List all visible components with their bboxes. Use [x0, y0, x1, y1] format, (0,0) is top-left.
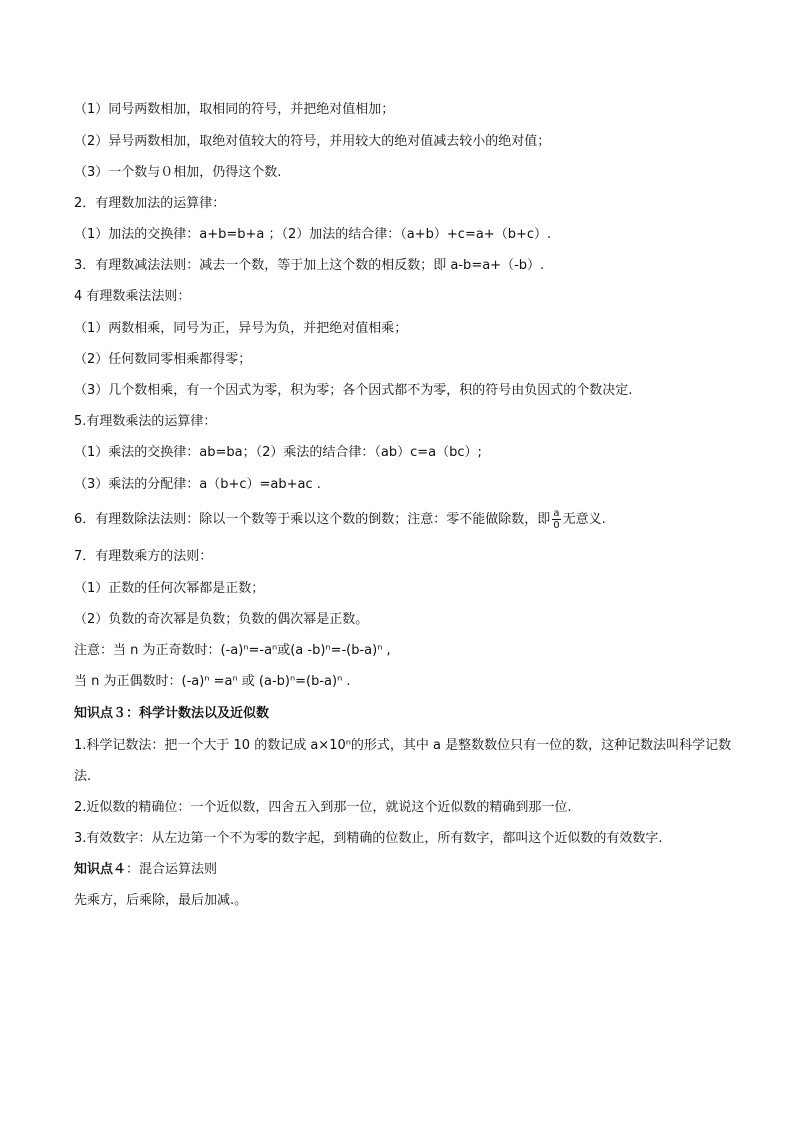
text-line: 2．有理数加法的运算律： [74, 196, 226, 211]
text-line: 3．有理数减法法则：减去一个数，等于加上这个数的相反数；即 a-b=a+（-b）. [74, 258, 545, 273]
text-line: （3）一个数与０相加，仍得这个数. [74, 165, 282, 180]
division-rule-suffix: 无意义. [562, 512, 606, 527]
section-4-heading [74, 861, 734, 879]
text-line: （3）几个数相乘，有一个因式为零，积为零；各个因式都不为零，积的符号由负因式的个数决定. [74, 383, 633, 398]
scientific-notation-paragraph: 1.科学记数法：把一个大于 10 的数记成 a×10ⁿ的形式，其中 a 是整数数位只有一位的数，这种记数法叫科学记数法. [74, 738, 732, 784]
fraction-numerator: a [553, 508, 560, 519]
division-rule-line [74, 508, 734, 531]
section-4-heading-rest: ：混合运算法则 [126, 862, 218, 877]
text-line: （3）乘法的分配律：a（b+c）=ab+ac . [74, 477, 321, 492]
text-line: 5.有理数乘法的运算律： [74, 414, 217, 429]
fraction-a-over-0 [552, 508, 560, 531]
section-4-heading-bold: 知识点４ [74, 862, 127, 877]
section-3-heading: 知识点３：科学计数法以及近似数 [74, 706, 270, 721]
text-line: （1）两数相乘，同号为正，异号为负，并把绝对值相乘； [74, 321, 408, 336]
text-line: （2）异号两数相加，取绝对值较大的符号，并用较大的绝对值减去较小的绝对值； [74, 134, 551, 149]
text-line: （1）正数的任何次幂都是正数； [74, 581, 265, 596]
text-line: （2）任何数同零相乘都得零； [74, 352, 252, 367]
text-line: 3.有效数字：从左边第一个不为零的数字起，到精确的位数止，所有数字，都叫这个近似数的有效数字. [74, 831, 663, 846]
fraction-denominator: 0 [553, 520, 560, 531]
text-line: 当 n 为正偶数时：(-a)ⁿ =aⁿ 或 (a-b)ⁿ=(b-a)ⁿ . [74, 674, 351, 689]
text-line: （2）负数的奇次幂是负数；负数的偶次幂是正数。 [74, 612, 369, 627]
text-line: （1）乘法的交换律：ab=ba；（2）乘法的结合律：（ab）c=a（bc）; [74, 445, 482, 460]
text-line: （1）同号两数相加，取相同的符号，并把绝对值相加； [74, 102, 395, 117]
division-rule-text: 6．有理数除法法则：除以一个数等于乘以这个数的倒数；注意：零不能做除数，即 [74, 512, 551, 527]
text-line: （1）加法的交换律：a+b=b+a ；（2）加法的结合律：（a+b）+c=a+（b+c）. [74, 227, 552, 242]
text-line: 4 有理数乘法法则： [74, 289, 191, 304]
text-line: 注意：当 n 为正奇数时：(-a)ⁿ=-aⁿ或(a -b)ⁿ=-(b-a)ⁿ , [74, 643, 391, 658]
text-line: 2.近似数的精确位：一个近似数，四舍五入到那一位，就说这个近似数的精确到那一位. [74, 800, 572, 815]
text-line: 7．有理数乘方的法则： [74, 549, 213, 564]
text-line: 先乘方，后乘除，最后加减.。 [74, 893, 248, 908]
